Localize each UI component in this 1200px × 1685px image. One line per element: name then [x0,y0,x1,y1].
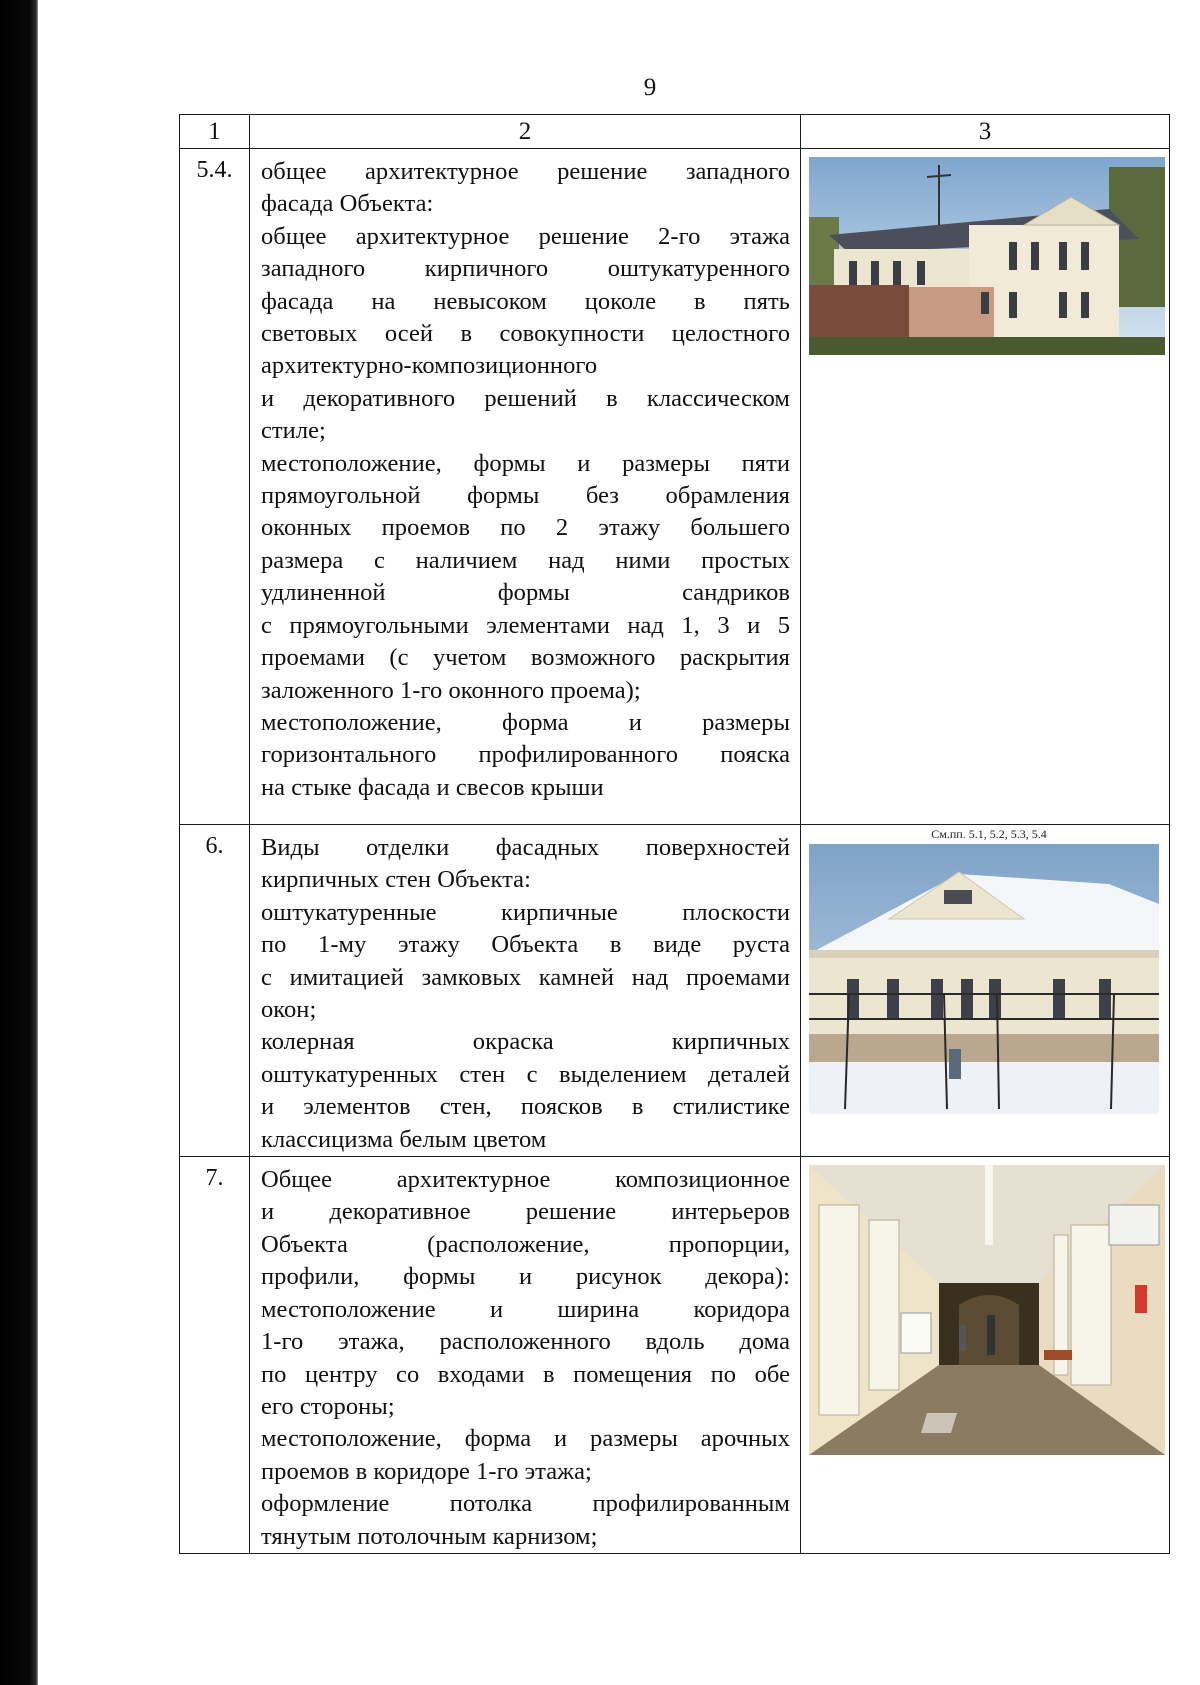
text-line: оформление потолка профилированным [261,1490,790,1518]
header-col-3: 3 [801,115,1170,149]
text-line: и декоративное решение интерьеров [261,1198,790,1226]
monument-subject-table [179,114,1170,1554]
text-line: профили, формы и рисунок декора): [261,1263,790,1291]
text-line: оштукатуренных стен с выделением деталей [261,1060,790,1088]
text-line: окон; [261,996,317,1024]
west-facade-photo-icon [809,157,1165,355]
text-line: 1-го этажа, расположенного вдоль дома [261,1328,790,1356]
text-line: и декоративного решений в классическом [261,384,790,412]
text-line: местоположение, формы и размеры пяти [261,449,790,477]
text-line: классицизма белым цветом [261,1125,547,1153]
row-image-cell [801,825,1170,1157]
text-line: горизонтального профилированного пояска [261,741,790,769]
text-line: оштукатуренные кирпичные плоскости [261,898,790,926]
row-number: 5.4. [180,149,250,825]
photo-reference-caption: См.пп. 5.1, 5.2, 5.3, 5.4 [931,827,1047,841]
row-description [250,825,801,1157]
header-col-1: 1 [180,115,250,149]
header-col-2: 2 [250,115,801,149]
winter-facade-photo-icon [809,844,1159,1114]
row-description [250,1157,801,1554]
text-line: местоположение, форма и размеры [261,708,790,736]
text-line: общее архитектурное решение 2-го этажа [261,222,790,250]
text-line: удлиненной формы сандриков [261,579,790,607]
row-image-cell [801,149,1170,825]
text-line: Общее архитектурное композиционное [261,1166,790,1194]
row-number: 7. [180,1157,250,1554]
text-line: фасада Объекта: [261,190,434,218]
text-line: проемов в коридоре 1-го этажа; [261,1457,592,1485]
text-line: на стыке фасада и свесов крыши [261,773,604,801]
page-number: 9 [643,74,657,101]
table-row [180,825,1170,1157]
text-line: световых осей в совокупности целостного [261,320,790,348]
text-line: местоположение и ширина коридора [261,1295,790,1323]
corridor-photo-icon [809,1165,1165,1455]
text-line: и элементов стен, поясков в стилистике [261,1093,790,1121]
table-row [180,1157,1170,1554]
text-line: западного кирпичного оштукатуренного [261,255,790,283]
text-line: его стороны; [261,1392,395,1420]
text-line: по 1-му этажу Объекта в виде руста [261,931,790,959]
text-line: местоположение, форма и размеры арочных [261,1425,790,1453]
table-header-row [180,115,1170,149]
text-line: колерная окраска кирпичных [261,1028,790,1056]
text-line: общее архитектурное решение западного [261,158,790,185]
scan-edge [0,0,38,1685]
text-line: стиле; [261,417,326,445]
text-line: с имитацией замковых камней над проемами [261,963,790,991]
text-line: проемами (с учетом возможного раскрытия [261,644,790,672]
text-line: оконных проемов по 2 этажу большего [261,514,790,542]
text-line: фасада на невысоком цоколе в пять [261,287,790,315]
row-number: 6. [180,825,250,1157]
text-line: кирпичных стен Объекта: [261,866,531,894]
row-image-cell [801,1157,1170,1554]
text-line: тянутым потолочным карнизом; [261,1522,598,1550]
text-line: по центру со входами в помещения по обе [261,1360,790,1388]
text-line: с прямоугольными элементами над 1, 3 и 5 [261,611,790,639]
text-line: заложенного 1-го оконного проема); [261,676,641,704]
row-description [250,149,801,825]
text-line: Объекта (расположение, пропорции, [261,1230,790,1258]
text-line: архитектурно-композиционного [261,352,598,380]
text-line: размера с наличием над ними простых [261,546,790,574]
text-line: Виды отделки фасадных поверхностей [261,834,790,861]
text-line: прямоугольной формы без обрамления [261,482,790,510]
table-row [180,149,1170,825]
